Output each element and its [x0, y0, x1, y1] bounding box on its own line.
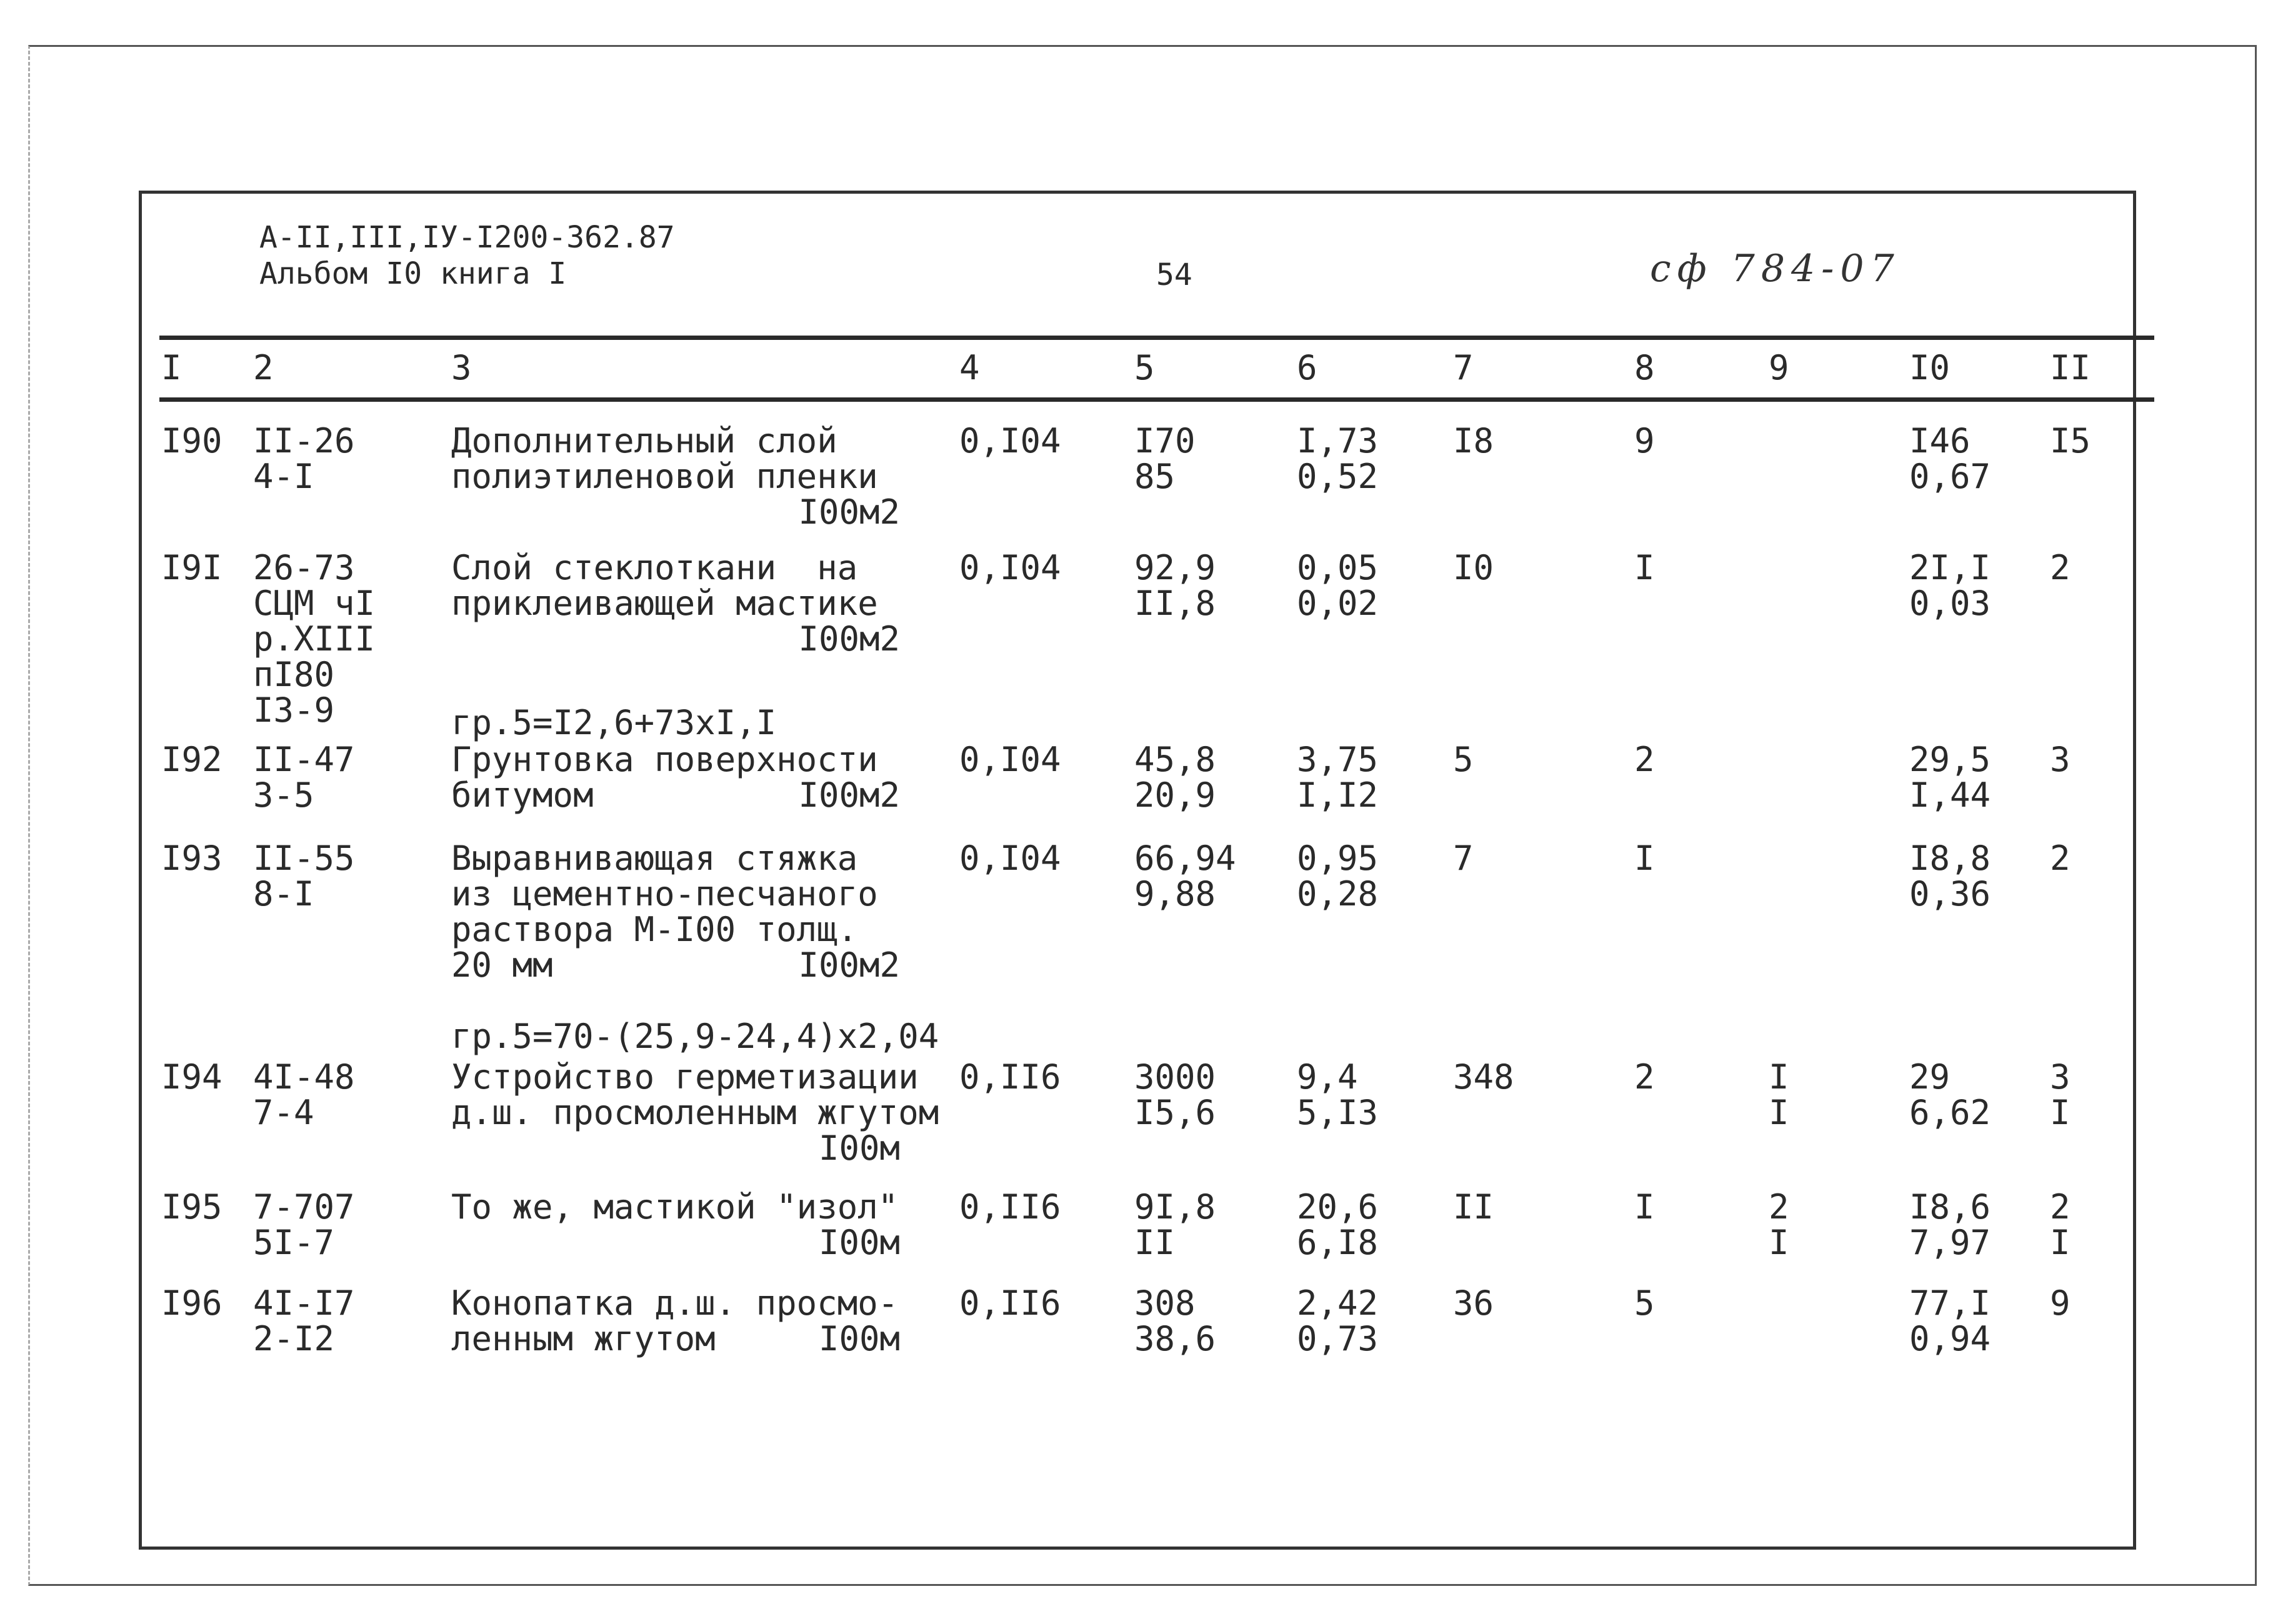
- unit-cost-value: 85: [1134, 457, 1176, 496]
- material-value: 77,I: [1909, 1283, 1991, 1323]
- material-value: 0,67: [1909, 457, 1991, 496]
- total-cost-value: 0,73: [1297, 1319, 1379, 1358]
- total-cost-value: 0,52: [1297, 457, 1379, 496]
- row-number: I95: [161, 1187, 222, 1227]
- material-total-value: I: [2050, 1223, 2071, 1262]
- material-value: I46: [1909, 421, 1971, 461]
- labor-value: 36: [1453, 1283, 1494, 1323]
- measure-unit: I00м: [818, 1223, 900, 1262]
- work-description: 20 мм: [451, 945, 553, 985]
- document-code: А-II,III,IУ-I200-362.87: [259, 220, 675, 255]
- unit-cost-value: I70: [1134, 421, 1196, 461]
- norm-code: пI80: [253, 655, 335, 694]
- header-top-rule: [159, 336, 2154, 340]
- quantity-value: 0,I04: [959, 421, 1061, 461]
- total-cost-value: 0,95: [1297, 839, 1379, 878]
- material-value: 29,5: [1909, 740, 1991, 779]
- total-cost-value: 2,42: [1297, 1283, 1379, 1323]
- material-total-value: I5: [2050, 421, 2091, 461]
- quantity-value: 0,II6: [959, 1283, 1061, 1323]
- work-description: раствора М-I00 толщ.: [451, 910, 858, 949]
- row-number: I92: [161, 740, 222, 779]
- column-header-6: 6: [1297, 348, 1317, 387]
- total-cost-value: 6,I8: [1297, 1223, 1379, 1262]
- work-description: битумом: [451, 775, 594, 815]
- column-header-7: 7: [1453, 348, 1474, 387]
- calculation-note: гр.5=I2,6+73хI,I: [451, 703, 777, 742]
- total-cost-value: 0,05: [1297, 548, 1379, 587]
- handwritten-stamp: сф 784-07: [1650, 247, 1901, 291]
- column-header-8: 8: [1634, 348, 1655, 387]
- column-header-5: 5: [1134, 348, 1155, 387]
- column-header-3: 3: [451, 348, 472, 387]
- measure-unit: I00м2: [798, 775, 900, 815]
- labor-value: II: [1453, 1187, 1494, 1227]
- work-description: То же, мастикой "изол": [451, 1187, 899, 1227]
- material-value: 0,94: [1909, 1319, 1991, 1358]
- total-cost-value: 3,75: [1297, 740, 1379, 779]
- unit-cost-value: 9,88: [1134, 874, 1216, 914]
- work-description: Устройство герметизации: [451, 1057, 919, 1097]
- column-header-11: II: [2050, 348, 2091, 387]
- column-header-10: I0: [1909, 348, 1951, 387]
- quantity-value: 0,II6: [959, 1187, 1061, 1227]
- material-total-value: 2: [2050, 548, 2071, 587]
- labor-total-value: 2: [1634, 1057, 1655, 1097]
- unit-cost-value: 20,9: [1134, 775, 1216, 815]
- work-description: д.ш. просмоленным жгутом: [451, 1093, 939, 1132]
- measure-unit: I00м2: [798, 619, 900, 659]
- work-description: Слой стеклоткани на: [451, 548, 858, 587]
- labor-total-value: 2: [1634, 740, 1655, 779]
- norm-code: 26-73: [253, 548, 355, 587]
- machine-value: 2: [1769, 1187, 1789, 1227]
- material-value: I8,8: [1909, 839, 1991, 878]
- work-description: Выравнивающая стяжка: [451, 839, 858, 878]
- norm-code: 4-I: [253, 457, 314, 496]
- norm-code: 4I-I7: [253, 1283, 355, 1323]
- calculation-note: гр.5=70-(25,9-24,4)х2,04: [451, 1017, 939, 1056]
- total-cost-value: 0,02: [1297, 584, 1379, 623]
- norm-code: II-55: [253, 839, 355, 878]
- material-total-value: 2: [2050, 1187, 2071, 1227]
- labor-total-value: I: [1634, 839, 1655, 878]
- quantity-value: 0,I04: [959, 839, 1061, 878]
- labor-value: 348: [1453, 1057, 1514, 1097]
- material-value: 6,62: [1909, 1093, 1991, 1132]
- quantity-value: 0,I04: [959, 548, 1061, 587]
- work-description: приклеивающей мастике: [451, 584, 878, 623]
- quantity-value: 0,II6: [959, 1057, 1061, 1097]
- measure-unit: I00м2: [798, 945, 900, 985]
- norm-code: р.XIII: [253, 619, 376, 659]
- row-number: I93: [161, 839, 222, 878]
- unit-cost-value: 45,8: [1134, 740, 1216, 779]
- work-description: Конопатка д.ш. просмо-: [451, 1283, 899, 1323]
- norm-code: 7-4: [253, 1093, 314, 1132]
- measure-unit: I00м: [818, 1319, 900, 1358]
- unit-cost-value: II: [1134, 1223, 1176, 1262]
- total-cost-value: I,I2: [1297, 775, 1379, 815]
- total-cost-value: 20,6: [1297, 1187, 1379, 1227]
- labor-total-value: 5: [1634, 1283, 1655, 1323]
- norm-code: 8-I: [253, 874, 314, 914]
- material-total-value: 9: [2050, 1283, 2071, 1323]
- column-header-9: 9: [1769, 348, 1789, 387]
- material-value: 29: [1909, 1057, 1951, 1097]
- norm-code: II-47: [253, 740, 355, 779]
- total-cost-value: 5,I3: [1297, 1093, 1379, 1132]
- material-value: I8,6: [1909, 1187, 1991, 1227]
- norm-code: 5I-7: [253, 1223, 335, 1262]
- norm-code: 7-707: [253, 1187, 355, 1227]
- norm-code: II-26: [253, 421, 355, 461]
- unit-cost-value: 3000: [1134, 1057, 1216, 1097]
- norm-code: 3-5: [253, 775, 314, 815]
- machine-value: I: [1769, 1057, 1789, 1097]
- material-value: 0,36: [1909, 874, 1991, 914]
- total-cost-value: 0,28: [1297, 874, 1379, 914]
- material-value: 7,97: [1909, 1223, 1991, 1262]
- album-info: Альбом I0 книга I: [259, 256, 567, 291]
- labor-value: I8: [1453, 421, 1494, 461]
- material-value: 0,03: [1909, 584, 1991, 623]
- column-header-2: 2: [253, 348, 274, 387]
- column-header-4: 4: [959, 348, 980, 387]
- material-total-value: I: [2050, 1093, 2071, 1132]
- labor-value: 7: [1453, 839, 1474, 878]
- unit-cost-value: 9I,8: [1134, 1187, 1216, 1227]
- row-number: I96: [161, 1283, 222, 1323]
- row-number: I9I: [161, 548, 222, 587]
- labor-total-value: I: [1634, 1187, 1655, 1227]
- unit-cost-value: I5,6: [1134, 1093, 1216, 1132]
- work-description: ленным жгутом: [451, 1319, 716, 1358]
- labor-total-value: I: [1634, 548, 1655, 587]
- quantity-value: 0,I04: [959, 740, 1061, 779]
- total-cost-value: 9,4: [1297, 1057, 1358, 1097]
- norm-code: 4I-48: [253, 1057, 355, 1097]
- material-total-value: 3: [2050, 740, 2071, 779]
- measure-unit: I00м2: [798, 492, 900, 532]
- unit-cost-value: 66,94: [1134, 839, 1236, 878]
- unit-cost-value: 92,9: [1134, 548, 1216, 587]
- labor-total-value: 9: [1634, 421, 1655, 461]
- labor-value: I0: [1453, 548, 1494, 587]
- row-number: I90: [161, 421, 222, 461]
- material-value: 2I,I: [1909, 548, 1991, 587]
- work-description: из цементно-песчаного: [451, 874, 878, 914]
- material-total-value: 2: [2050, 839, 2071, 878]
- work-description: Дополнительный слой: [451, 421, 837, 461]
- unit-cost-value: II,8: [1134, 584, 1216, 623]
- unit-cost-value: 308: [1134, 1283, 1196, 1323]
- machine-value: I: [1769, 1223, 1789, 1262]
- material-total-value: 3: [2050, 1057, 2071, 1097]
- norm-code: СЦМ чI: [253, 584, 376, 623]
- work-description: Грунтовка поверхности: [451, 740, 878, 779]
- material-value: I,44: [1909, 775, 1991, 815]
- column-header-1: I: [161, 348, 182, 387]
- norm-code: 2-I2: [253, 1319, 335, 1358]
- unit-cost-value: 38,6: [1134, 1319, 1216, 1358]
- work-description: полиэтиленовой пленки: [451, 457, 878, 496]
- total-cost-value: I,73: [1297, 421, 1379, 461]
- header-bottom-rule: [159, 397, 2154, 402]
- machine-value: I: [1769, 1093, 1789, 1132]
- measure-unit: I00м: [818, 1128, 900, 1168]
- labor-value: 5: [1453, 740, 1474, 779]
- page-number: 54: [1156, 257, 1192, 292]
- norm-code: I3-9: [253, 690, 335, 730]
- row-number: I94: [161, 1057, 222, 1097]
